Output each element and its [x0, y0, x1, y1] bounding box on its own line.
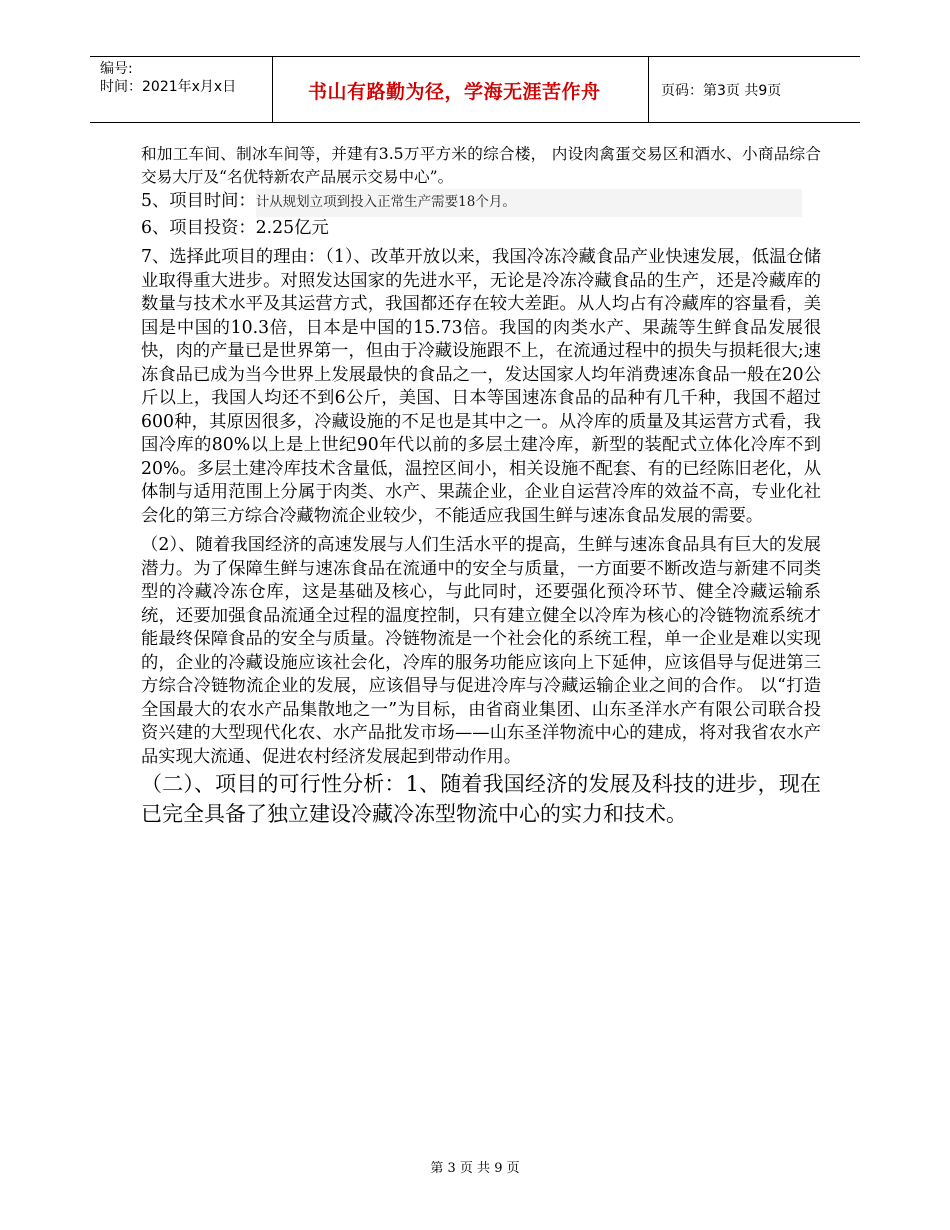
header-motto: 书山有路勤为径，学海无涯苦作舟	[308, 81, 601, 103]
paragraph-project-investment: 6、项目投资：2.25亿元	[141, 217, 329, 238]
project-time-label: 5、项目时间：	[141, 191, 256, 211]
paragraph-project-reasons-2: （2）、随着我国经济的高速发展与人们生活水平的提高，生鲜与速冻食品具有巨大的发展潜力。为了保障生鲜与速冻食品在流通中的安全与质量，一方面要不断改造与新建不同类型的冷藏冷冻仓库，这是基础及核心，与此同时，还要强化预冷环节、健全冷藏运输系统，还要加强食品流通全过程的温度控制，只有建立健全以冷库为核心的冷链物流系统才能最终保障食品的安全与质量。冷链物流是一个社会化的系统工程，单一企业是难以实现的，企业的冷藏设施应该社会化，冷库的服务功能应该向上下延伸，应该倡导与促进第三方综合冷链物流企业的发展，应该倡导与促进冷库与冷藏运输企业之间的合作。 以“打造全国最大的农水产品集散地之一”为目标，由省商业集团、山东圣洋水产有限公司联合投资兴建的大型现代化农、水产品批发市场——山东圣洋物流中心的建成，将对我省农水产品实现大流通、促进农村经济发展起到带动作用。	[141, 535, 821, 767]
header-bottom-rule	[90, 122, 860, 123]
header-divider-left	[272, 56, 273, 122]
page-footer: 第 3 页 共 9 页	[430, 1161, 520, 1176]
header-page-info: 页码：第3页 共9页	[661, 83, 782, 99]
document-body	[141, 143, 821, 829]
project-time-text: 计从规划立项到投入正常生产需要18个月。	[256, 189, 802, 217]
header-divider-right	[648, 56, 649, 122]
header-top-rule	[90, 56, 860, 57]
header-meta	[100, 60, 236, 96]
paragraph-project-reasons-1: 7、选择此项目的理由：（1）、改革开放以来，我国冷冻冷藏食品产业快速发展，低温仓储业取得重大进步。对照发达国家的先进水平，无论是冷冻冷藏食品的生产，还是冷藏库的数量与技术水平及其运营方式，我国都还存在较大差距。从人均占有冷藏库的容量看，美国是中国的10.3倍，日本是中国的15.73倍。我国的肉类水产、果蔬等生鲜食品发展很快，肉的产量已是世界第一，但由于冷藏设施跟不上，在流通过程中的损失与损耗很大;速冻食品已成为当今世界上发展最快的食品之一，发达国家人均年消费速冻食品一般在20公斤以上，我国人均还不到6公斤，美国、日本等国速冻食品的品种有几千种，我国不超过600种，其原因很多，冷藏设施的不足也是其中之一。从冷库的质量及其运营方式看，我国冷库的80%以上是上世纪90年代以前的多层土建冷库，新型的装配式立体化冷库不到20%。多层土建冷库技术含量低，温控区间小，相关设施不配套、有的已经陈旧老化，从体制与适用范围上分属于肉类、水产、果蔬企业，企业自运营冷库的效益不高，专业化社会化的第三方综合冷藏物流企业较少，不能适应我国生鲜与速冻食品发展的需要。	[141, 247, 821, 526]
paragraph-facilities: 和加工车间、制冰车间等，并建有3.5万平方米的综合楼， 内设肉禽蛋交易区和酒水、小商品综合交易大厅及“名优特新农产品展示交易中心”。	[141, 145, 821, 186]
paragraph-feasibility: （二）、项目的可行性分析：1、随着我国经济的发展及科技的进步，现在已完全具备了独立建设冷藏冷冻型物流中心的实力和技术。	[141, 772, 821, 826]
document-time: 时间：2021年x月x日	[100, 79, 237, 95]
document-code-label: 编号:	[100, 61, 133, 77]
paragraph-project-time	[141, 189, 821, 217]
